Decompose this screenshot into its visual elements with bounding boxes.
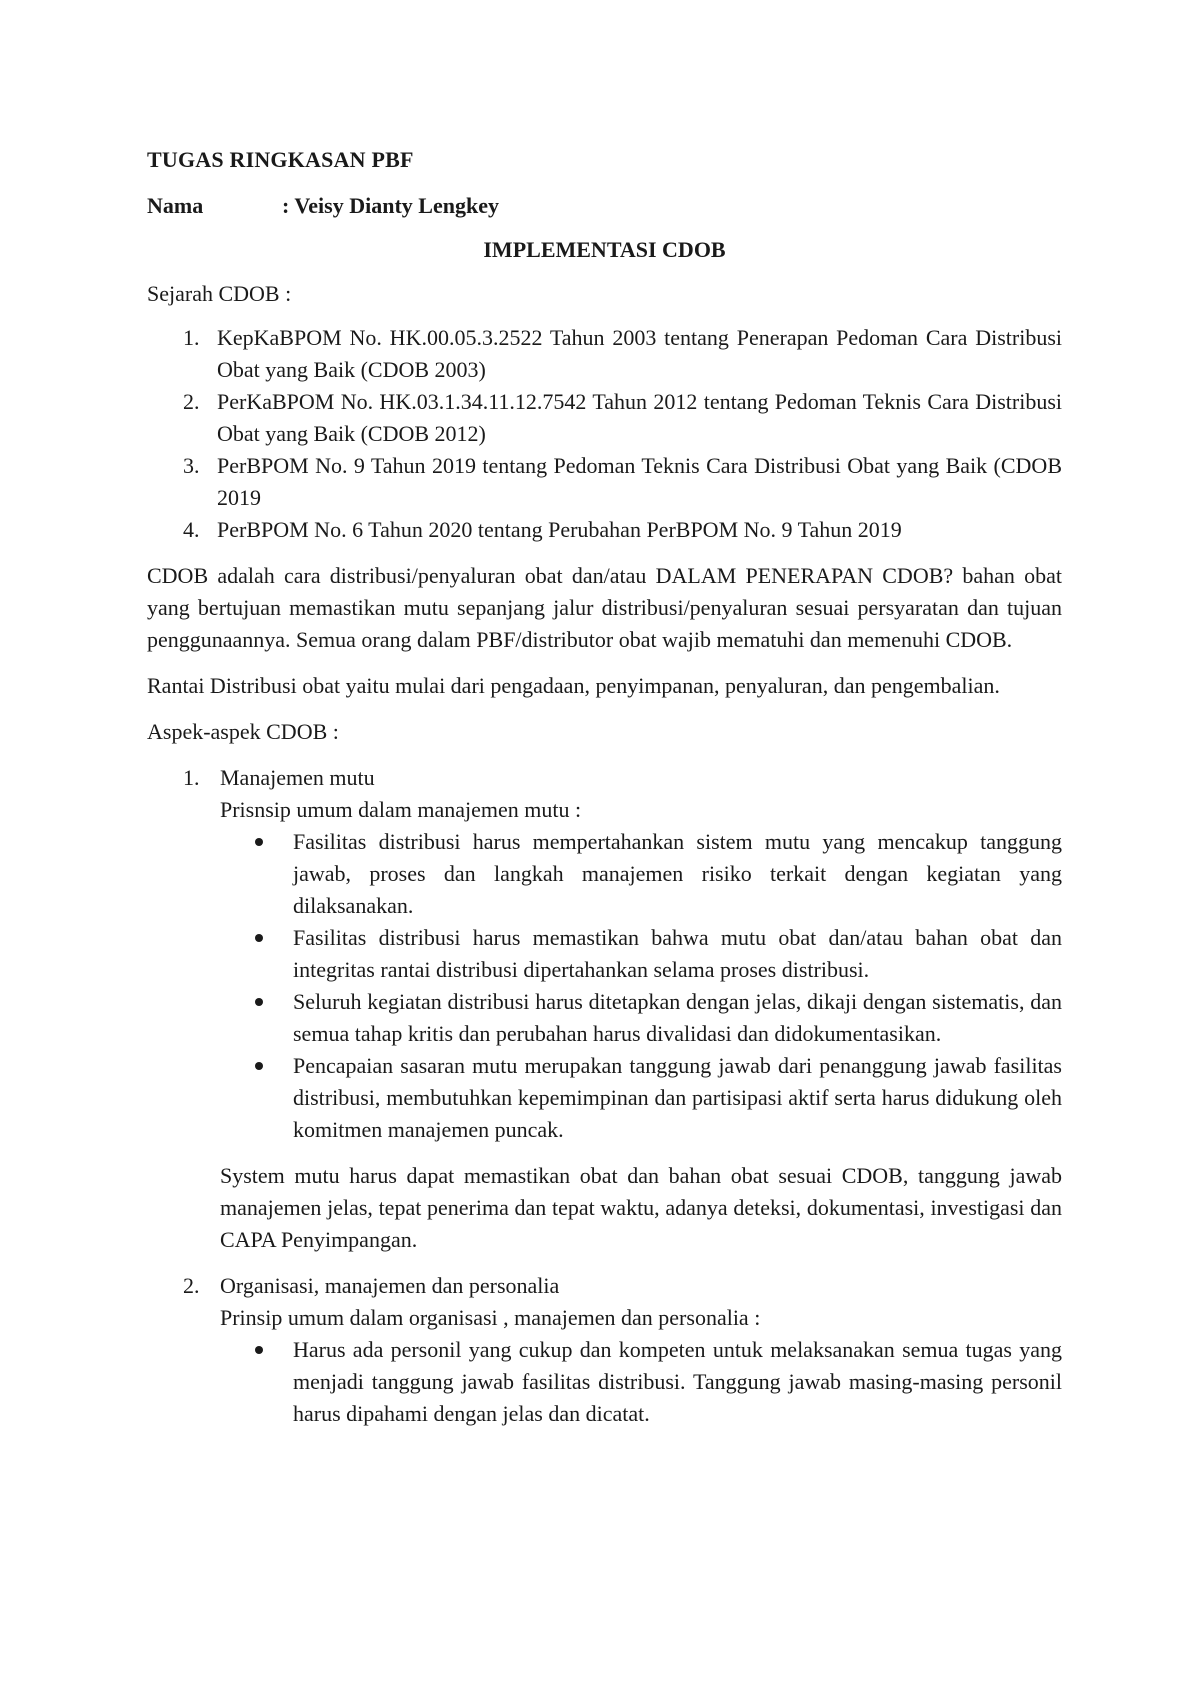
name-label: Nama bbox=[147, 193, 204, 218]
bullet-icon bbox=[220, 986, 293, 1050]
aspect-body bbox=[220, 1270, 1062, 1430]
bullet-text: Fasilitas distribusi harus mempertahankan sistem mutu yang mencakup tanggung jawab, proses dan langkah manajemen risiko terkait dengan kegiatan yang dilaksanakan. bbox=[293, 829, 1062, 918]
aspect-bullet-list bbox=[220, 826, 1062, 1146]
aspect-title: Manajemen mutu bbox=[220, 765, 375, 790]
bullet-item bbox=[220, 1334, 1062, 1430]
aspect-bullet-list bbox=[220, 1334, 1062, 1430]
history-item-text: KepKaBPOM No. HK.00.05.3.2522 Tahun 2003 tentang Penerapan Pedoman Cara Distribusi Obat yang Baik (CDOB 2003) bbox=[217, 325, 1062, 382]
chain-paragraph: Rantai Distribusi obat yaitu mulai dari pengadaan, penyimpanan, penyaluran, dan pengembalian. bbox=[147, 673, 1000, 698]
aspect-item bbox=[147, 1270, 1062, 1430]
history-item-number: 1. bbox=[183, 325, 200, 350]
bullet-text: Seluruh kegiatan distribusi harus ditetapkan dengan jelas, dikaji dengan sistematis, dan semua tahap kritis dan perubahan harus divalidasi dan didokumentasikan. bbox=[293, 989, 1062, 1046]
aspect-title: Organisasi, manajemen dan personalia bbox=[220, 1273, 560, 1298]
bullet-item bbox=[220, 986, 1062, 1050]
bullet-text: Harus ada personil yang cukup dan kompeten untuk melaksanakan semua tugas yang menjadi tanggung jawab fasilitas distribusi. Tanggung jawab masing-masing personil harus dipahami dengan jelas dan dicatat. bbox=[293, 1337, 1062, 1426]
name-row bbox=[147, 190, 1062, 222]
aspect-item bbox=[147, 762, 1062, 1256]
history-item bbox=[147, 322, 1062, 386]
history-item bbox=[147, 386, 1062, 450]
aspect-subtitle: Prisnsip umum dalam manajemen mutu : bbox=[220, 797, 582, 822]
name-value: : Veisy Dianty Lengkey bbox=[282, 193, 499, 218]
bullet-text: Fasilitas distribusi harus memastikan bahwa mutu obat dan/atau bahan obat dan integritas rantai distribusi dipertahankan selama proses distribusi. bbox=[293, 925, 1062, 982]
bullet-text: Pencapaian sasaran mutu merupakan tanggung jawab dari penanggung jawab fasilitas distribusi, membutuhkan kepemimpinan dan partisipasi aktif serta harus didukung oleh komitmen manajemen puncak. bbox=[293, 1053, 1062, 1142]
history-item bbox=[147, 450, 1062, 514]
history-list bbox=[147, 322, 1062, 546]
history-item-text: PerBPOM No. 6 Tahun 2020 tentang Perubahan PerBPOM No. 9 Tahun 2019 bbox=[217, 517, 902, 542]
aspect-body bbox=[220, 762, 1062, 1256]
history-item-text: PerBPOM No. 9 Tahun 2019 tentang Pedoman Teknis Cara Distribusi Obat yang Baik (CDOB 2019 bbox=[217, 453, 1062, 510]
history-item-number: 2. bbox=[183, 389, 200, 414]
aspect-subtitle: Prinsip umum dalam organisasi , manajemen dan personalia : bbox=[220, 1305, 761, 1330]
document-page bbox=[147, 144, 1062, 1430]
bullet-icon bbox=[220, 922, 293, 986]
history-label: Sejarah CDOB : bbox=[147, 281, 292, 306]
aspect-number: 2. bbox=[183, 1273, 200, 1298]
history-item-number: 3. bbox=[183, 453, 200, 478]
main-title: IMPLEMENTASI CDOB bbox=[483, 237, 726, 262]
bullet-item bbox=[220, 922, 1062, 986]
history-item-number: 4. bbox=[183, 517, 200, 542]
bullet-item bbox=[220, 826, 1062, 922]
aspects-label: Aspek-aspek CDOB : bbox=[147, 719, 339, 744]
document-title: TUGAS RINGKASAN PBF bbox=[147, 147, 414, 172]
aspects-list bbox=[147, 762, 1062, 1430]
history-item bbox=[147, 514, 1062, 546]
bullet-item bbox=[220, 1050, 1062, 1146]
bullet-icon bbox=[220, 1050, 293, 1146]
aspect-number: 1. bbox=[183, 765, 200, 790]
bullet-icon bbox=[220, 826, 293, 922]
history-item-text: PerKaBPOM No. HK.03.1.34.11.12.7542 Tahun 2012 tentang Pedoman Teknis Cara Distribusi Obat yang Baik (CDOB 2012) bbox=[217, 389, 1062, 446]
bullet-icon bbox=[220, 1334, 293, 1430]
aspect-closing-paragraph: System mutu harus dapat memastikan obat dan bahan obat sesuai CDOB, tanggung jawab manajemen jelas, tepat penerima dan tepat waktu, adanya deteksi, dokumentasi, investigasi dan CAPA Penyimpangan. bbox=[220, 1163, 1062, 1252]
definition-paragraph: CDOB adalah cara distribusi/penyaluran obat dan/atau DALAM PENERAPAN CDOB? bahan obat yang bertujuan memastikan mutu sepanjang jalur distribusi/penyaluran sesuai persyaratan dan tujuan penggunaannya. Semua orang dalam PBF/distributor obat wajib mematuhi dan memenuhi CDOB. bbox=[147, 563, 1062, 652]
